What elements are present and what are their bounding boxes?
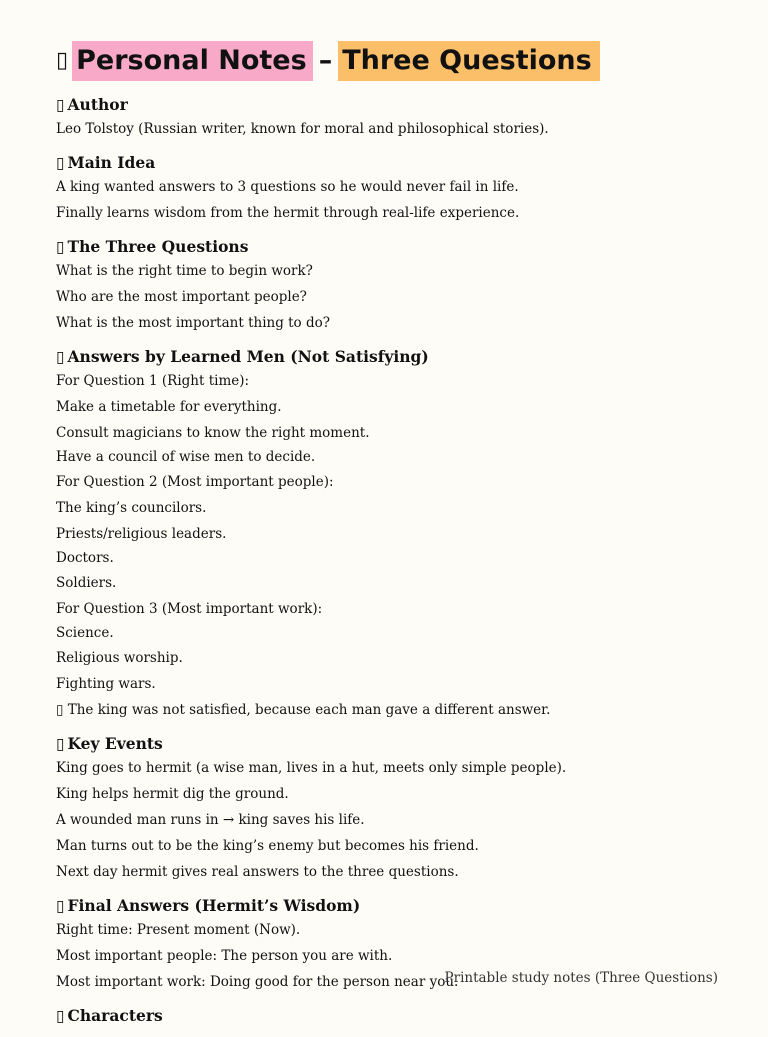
section-icon: ▯ — [56, 154, 65, 172]
section-heading-text: Final Answers (Hermit’s Wisdom) — [67, 896, 361, 915]
title-part-three-questions: Three Questions — [338, 41, 600, 81]
note-line: Most important work: Doing good for the person near you. — [56, 974, 459, 990]
note-line: Religious worship. — [56, 650, 183, 666]
section-heading-text: Author — [67, 95, 128, 114]
section-heading-text: Main Idea — [67, 153, 156, 172]
section-icon: ▯ — [56, 1007, 65, 1025]
section-heading — [56, 94, 746, 116]
section-the-three-questions — [56, 236, 746, 336]
note-line: Doctors. — [56, 550, 114, 566]
section-heading — [56, 346, 746, 368]
section-heading-text: The Three Questions — [67, 237, 249, 256]
note-line: For Question 2 (Most important people): — [56, 474, 334, 490]
note-line: King goes to hermit (a wise man, lives in a hut, meets only simple people). — [56, 760, 567, 776]
section-author — [56, 94, 746, 142]
note-line: Man turns out to be the king’s enemy but becomes his friend. — [56, 838, 479, 854]
sections-container — [56, 94, 746, 1027]
notes-icon: ▯ — [56, 48, 69, 73]
note-line: Most important people: The person you are with. — [56, 948, 393, 964]
section-icon: ▯ — [56, 348, 65, 366]
note-line: Right time: Present moment (Now). — [56, 922, 301, 938]
section-icon: ▯ — [56, 735, 65, 753]
note-line: Make a timetable for everything. — [56, 399, 282, 415]
section-answers-by-learned-men-not-satisfying — [56, 346, 746, 723]
note-line: For Question 3 (Most important work): — [56, 601, 323, 617]
section-heading — [56, 733, 746, 755]
section-heading — [56, 152, 746, 174]
note-line: What is the right time to begin work? — [56, 263, 313, 279]
note-line: Have a council of wise men to decide. — [56, 449, 316, 465]
note-line: Science. — [56, 625, 114, 641]
note-line: Finally learns wisdom from the hermit through real-life experience. — [56, 205, 520, 221]
note-line: ▯ The king was not satisfied, because each man gave a different answer. — [56, 702, 551, 718]
note-line: Who are the most important people? — [56, 289, 307, 305]
section-heading-text: Answers by Learned Men (Not Satisfying) — [67, 347, 429, 366]
section-heading-text: Characters — [67, 1006, 163, 1025]
note-line: What is the most important thing to do? — [56, 315, 330, 331]
section-main-idea — [56, 152, 746, 226]
section-icon: ▯ — [56, 238, 65, 256]
note-line: The king’s councilors. — [56, 500, 207, 516]
notes-page — [56, 40, 746, 1037]
note-line: A king wanted answers to 3 questions so he would never fail in life. — [56, 179, 519, 195]
title-part-personal-notes: Personal Notes — [72, 41, 313, 81]
footer-caption: Printable study notes (Three Questions) — [444, 970, 718, 986]
note-line: For Question 1 (Right time): — [56, 373, 250, 389]
note-line: Priests/religious leaders. — [56, 526, 227, 542]
note-line: King helps hermit dig the ground. — [56, 786, 289, 802]
section-heading — [56, 236, 746, 258]
page-title — [56, 40, 746, 82]
section-icon: ▯ — [56, 897, 65, 915]
note-line: Leo Tolstoy (Russian writer, known for moral and philosophical stories). — [56, 121, 549, 137]
note-line: Fighting wars. — [56, 676, 156, 692]
section-heading-text: Key Events — [67, 734, 163, 753]
title-dash: – — [318, 45, 333, 76]
note-line: Consult magicians to know the right moment. — [56, 425, 370, 441]
section-icon: ▯ — [56, 96, 65, 114]
section-heading — [56, 895, 746, 917]
note-line: Next day hermit gives real answers to the three questions. — [56, 864, 459, 880]
note-line: A wounded man runs in → king saves his life. — [56, 812, 365, 828]
note-line: Soldiers. — [56, 575, 117, 591]
section-key-events — [56, 733, 746, 885]
